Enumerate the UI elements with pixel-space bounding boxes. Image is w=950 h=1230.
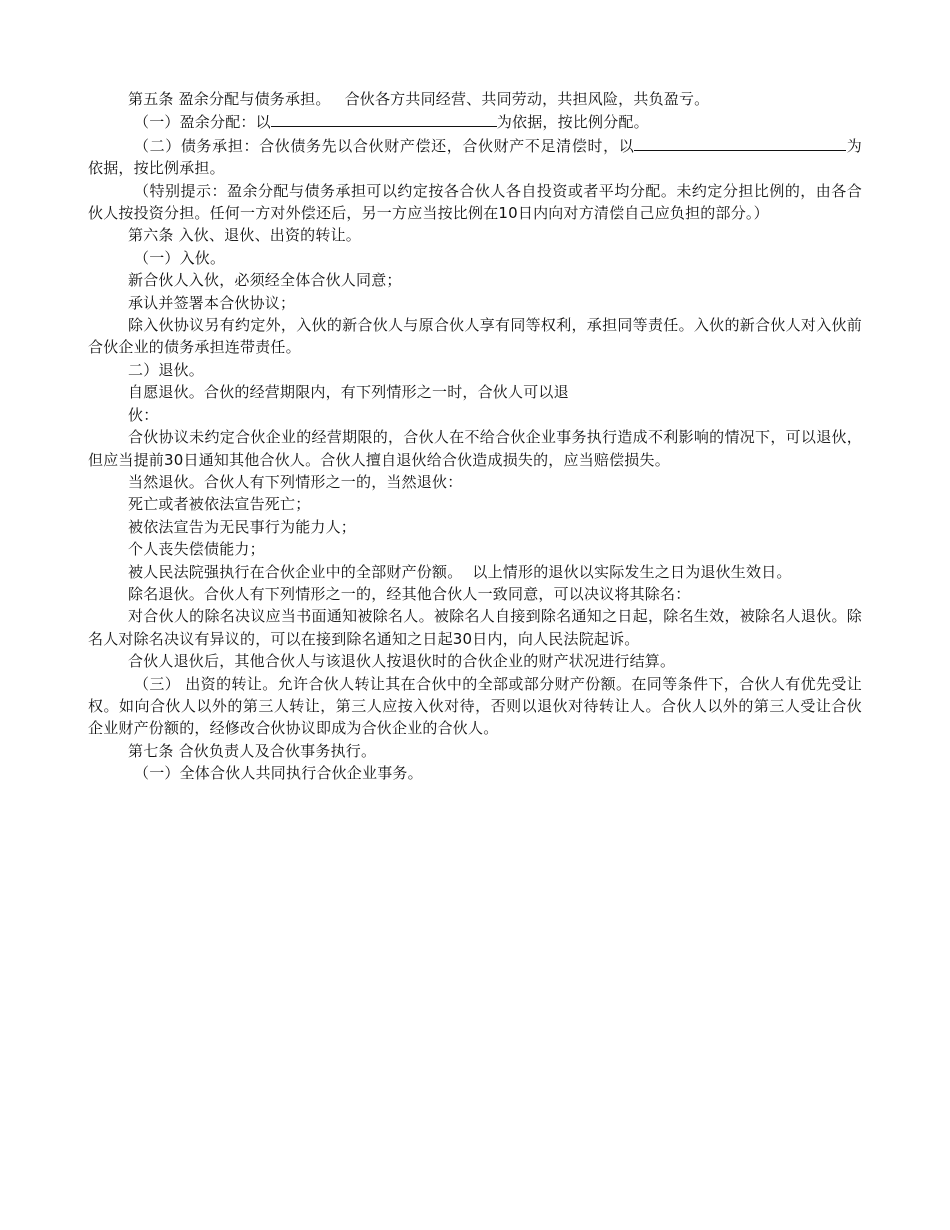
expel-withdraw-detail: 对合伙人的除名决议应当书面通知被除名人。被除名人自接到除名通知之日起，除名生效，被除名人退伙。除名人对除名决议有异议的，可以在接到除名通知之日起30日内，向人民法院起诉。 [88, 607, 862, 648]
article-7-item-1: （一）全体合伙人共同执行合伙企业事务。 [134, 764, 423, 783]
join-item-1: 新合伙人入伙，必须经全体合伙人同意； [128, 271, 402, 290]
article-7-heading: 第七条 合伙负责人及合伙事务执行。 [128, 741, 377, 760]
document-page [88, 88, 862, 785]
profit-basis-blank [271, 110, 497, 127]
withdraw-settlement: 合伙人退伙后，其他合伙人与该退伙人按退伙时的合伙企业的财产状况进行结算。 [128, 652, 676, 671]
join-title: （一）入伙。 [134, 248, 226, 267]
withdraw-title: 二）退伙。 [128, 360, 205, 379]
profit-distribution-text: （一）盈余分配：以 [134, 113, 271, 132]
article-5-paragraph [88, 88, 862, 110]
natural-withdraw-item-2: 被依法宣告为无民事行为能力人； [128, 517, 357, 536]
voluntary-withdraw-line-2: 伙： [128, 405, 159, 424]
join-item-3: 除入伙协议另有约定外，入伙的新合伙人与原合伙人享有同等权利，承担同等责任。入伙的新合伙人对入伙前合伙企业的债务承担连带责任。 [88, 316, 862, 357]
withdraw-effective-date: 以上情形的退伙以实际发生之日为退伙生效日。 [472, 562, 792, 581]
debt-bearing-tail: 为依据，按比例承担。 [88, 136, 862, 178]
natural-withdraw-item-1: 死亡或者被依法宣告死亡； [128, 495, 311, 514]
voluntary-withdraw-detail: 合伙协议未约定合伙企业的经营期限的，合伙人在不给合伙企业事务执行造成不利影响的情况下，可以退伙，但应当提前30日通知其他合伙人。合伙人擅自退伙给合伙造成损失的，应当赔偿损失。 [88, 428, 862, 469]
article-6-heading: 第六条 入伙、退伙、出资的转让。 [128, 226, 361, 245]
article-5-heading: 第五条 盈余分配与债务承担。 [128, 90, 331, 108]
expel-withdraw-title: 除名退伙。合伙人有下列情形之一的，经其他合伙人一致同意，可以决议将其除名： [128, 584, 691, 603]
voluntary-withdraw-line-1: 自愿退伙。合伙的经营期限内，有下列情形之一时，合伙人可以退 [128, 383, 569, 402]
special-note: （特别提示：盈余分配与债务承担可以约定按各合伙人各自投资或者平均分配。未约定分担比例的，由各合伙人按投资分担。任何一方对外偿还后，另一方应当按比例在10日内向对方清偿自己应负担的部分。） [88, 181, 862, 223]
debt-bearing-clause [88, 134, 862, 180]
natural-withdraw-item-4 [88, 561, 862, 583]
capital-transfer-clause: （三） 出资的转让。允许合伙人转让其在合伙中的全部或部分财产份额。在同等条件下，合伙人有优先受让权。如向合伙人以外的第三人转让，第三人应按入伙对待，否则以退伙对待转让人。合伙人以外的第三人受让合伙企业财产份额的，经修改合伙协议即成为合伙企业的合伙人。 [88, 674, 862, 738]
natural-withdraw-item-3: 个人丧失偿债能力； [128, 540, 265, 559]
debt-bearing-text: （二）债务承担：合伙债务先以合伙财产偿还，合伙财产不足清偿时，以 [134, 136, 635, 155]
debt-basis-blank [634, 134, 846, 151]
join-item-2: 承认并签署本合伙协议； [128, 293, 296, 312]
profit-distribution-tail: 为依据，按比例分配。 [496, 113, 649, 132]
profit-distribution-clause [88, 110, 862, 133]
article-5-body: 合伙各方共同经营、共同劳动，共担风险，共负盈亏。 [344, 90, 710, 108]
natural-withdraw-title: 当然退伙。合伙人有下列情形之一的，当然退伙： [128, 472, 463, 491]
natural-withdraw-item-4-text: 被人民法院强执行在合伙企业中的全部财产份额。 [128, 562, 463, 581]
